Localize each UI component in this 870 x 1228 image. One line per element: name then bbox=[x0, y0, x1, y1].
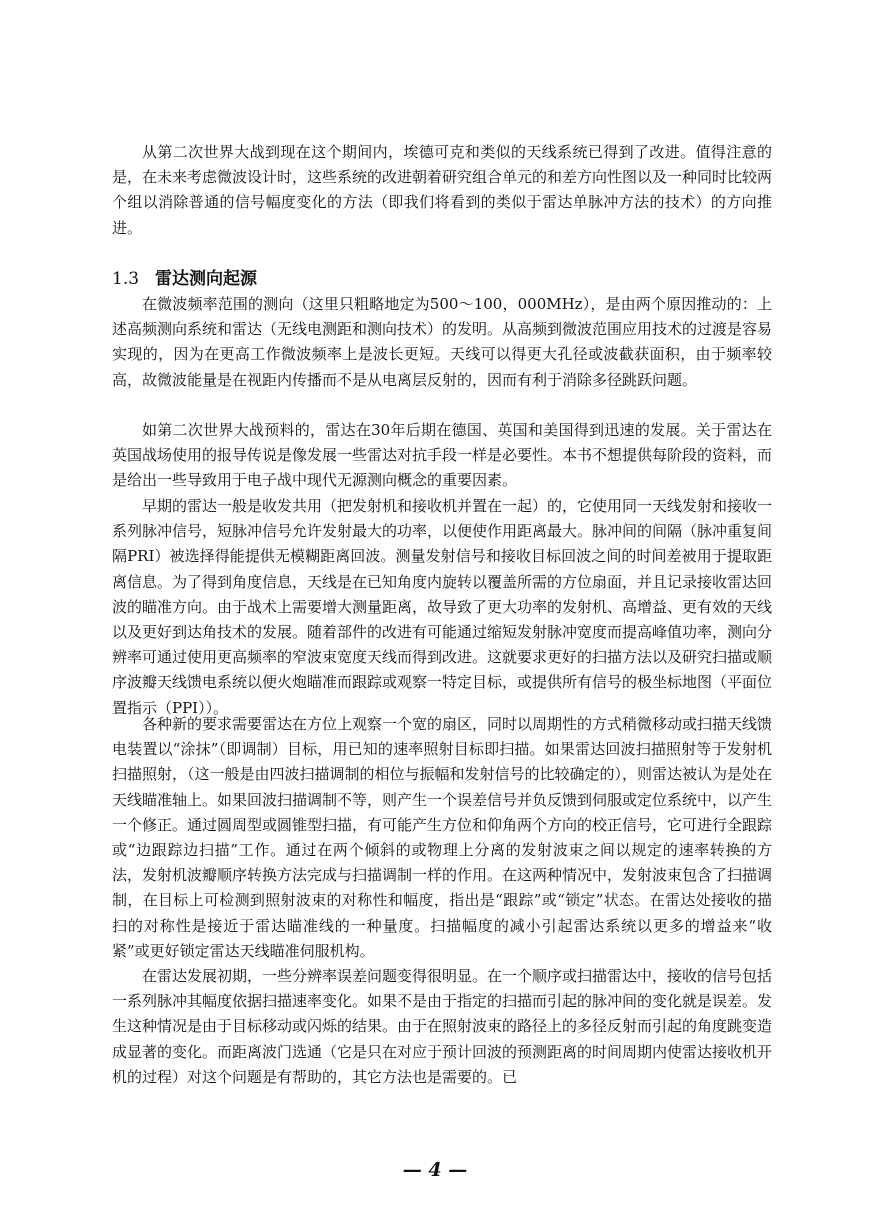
paragraph-resolution-errors: 在雷达发展初期，一些分辨率误差问题变得很明显。在一个顺序或扫描雷达中，接收的信号包括一系列脉冲其幅度依据扫描速率变化。如果不是由于指定的扫描而引起的脉冲间的变化就是误差。发生这种情况是由于目标移动或闪烁的结果。由于在照射波束的路径上的多径反射而引起的角度跳变造成显著的变化。而距离波门选通（它是只在对应于预计回波的预测距离的时间周期内使雷达接收机开机的过程）对这个问题是有帮助的，其它方法也是需要的。已 bbox=[112, 967, 773, 1086]
paragraph-scanning: 各种新的要求需要雷达在方位上观察一个宽的扇区，同时以周期性的方式稍微移动或扫描天线馈电装置以“涂抹”（即调制）目标，用已知的速率照射目标即扫描。如果雷达回波扫描照射等于发射机扫描照射，（这一般是由四波扫描调制的相位与振幅和发射信号的比较确定的），则雷达被认为是处在天线瞄准轴上。如果回波扫描调制不等，则产生一个误差信号并负反馈到伺服或定位系统中，以产生一个修正。通过圆周型或圆锥型扫描，有可能产生方位和仰角两个方向的校正信号，它可进行全跟踪或“边跟踪边扫描”工作。通过在两个倾斜的或物理上分离的发射波束之间以规定的速率转换的方法，发射机波瓣顺序转换方法完成与扫描调制一样的作用。在这两种情况中，发射波束包含了扫描调制，在目标上可检测到照射波束的对称性和幅度，指出是“跟踪”或“锁定”状态。在雷达处接收的描扫的对称性是接近于雷达瞄准线的一种量度。扫描幅度的减小引起雷达系统以更多的增益来“收紧”或更好锁定雷达天线瞄准伺服机构。 bbox=[112, 715, 773, 960]
section-number: 1.3 bbox=[112, 269, 140, 289]
paragraph-early-radar: 早期的雷达一般是收发共用（把发射机和接收机并置在一起）的，它使用同一天线发射和接收一系列脉冲信号，短脉冲信号允许发射最大的功率，以便使作用距离最大。脉冲间的间隔（脉冲重复间隔PRI）被选择得能提供无模糊距离回波。测量发射信号和接收目标回波之间的时间差被用于提取距离信息。为了得到角度信息，天线是在已知角度内旋转以覆盖所需的方位扇面，并且记录接收雷达回波的瞄准方向。由于战术上需要增大测量距离，故导致了更大功率的发射机、高增益、更有效的天线以及更好到达角技术的发展。随着部件的改进有可能通过缩短发射脉冲宽度而提高峰值功率，测向分辨率可通过使用更高频率的窄波束宽度天线而得到改进。这就要求更好的扫描方法以及研究扫描或顺序波瓣天线馈电系统以便火炮瞄准而跟踪或观察一特定目标，或提供所有信号的极坐标地图（平面位置指示（PPI））。 bbox=[112, 497, 773, 717]
section-title: 雷达测向起源 bbox=[155, 269, 258, 289]
section-heading bbox=[112, 268, 257, 290]
paragraph-microwave-df: 在微波频率范围的测向（这里只粗略地定为500～100，000MHz），是由两个原因推动的：上述高频测向系统和雷达（无线电测距和测向技术）的发明。从高频到微波范围应用技术的过渡是容易实现的，因为在更高工作微波频率上是波长更短。天线可以得更大孔径或波截获面积，由于频率较高，故微波能量是在视距内传播而不是从电离层反射的，因而有利于消除多径跳跃问题。 bbox=[112, 295, 773, 389]
paragraph-radar-development: 如第二次世界大战预料的，雷达在30年后期在德国、英国和美国得到迅速的发展。关于雷达在英国战场使用的报导传说是像发展一些雷达对抗手段一样是必要性。本书不想提供每阶段的资料，而是给出一些导致用于电子战中现代无源测向概念的重要因素。 bbox=[112, 421, 773, 490]
page-number: — 4 — bbox=[402, 1159, 468, 1181]
paragraph-adcock-improvement: 从第二次世界大战到现在这个期间内，埃德可克和类似的天线系统已得到了改进。值得注意的是，在未来考虑微波设计时，这些系统的改进朝着研究组合单元的和差方向性图以及一种同时比较两个组以消除普通的信号幅度变化的方法（即我们将看到的类似于雷达单脉冲方法的技术）的方向推进。 bbox=[112, 143, 773, 237]
